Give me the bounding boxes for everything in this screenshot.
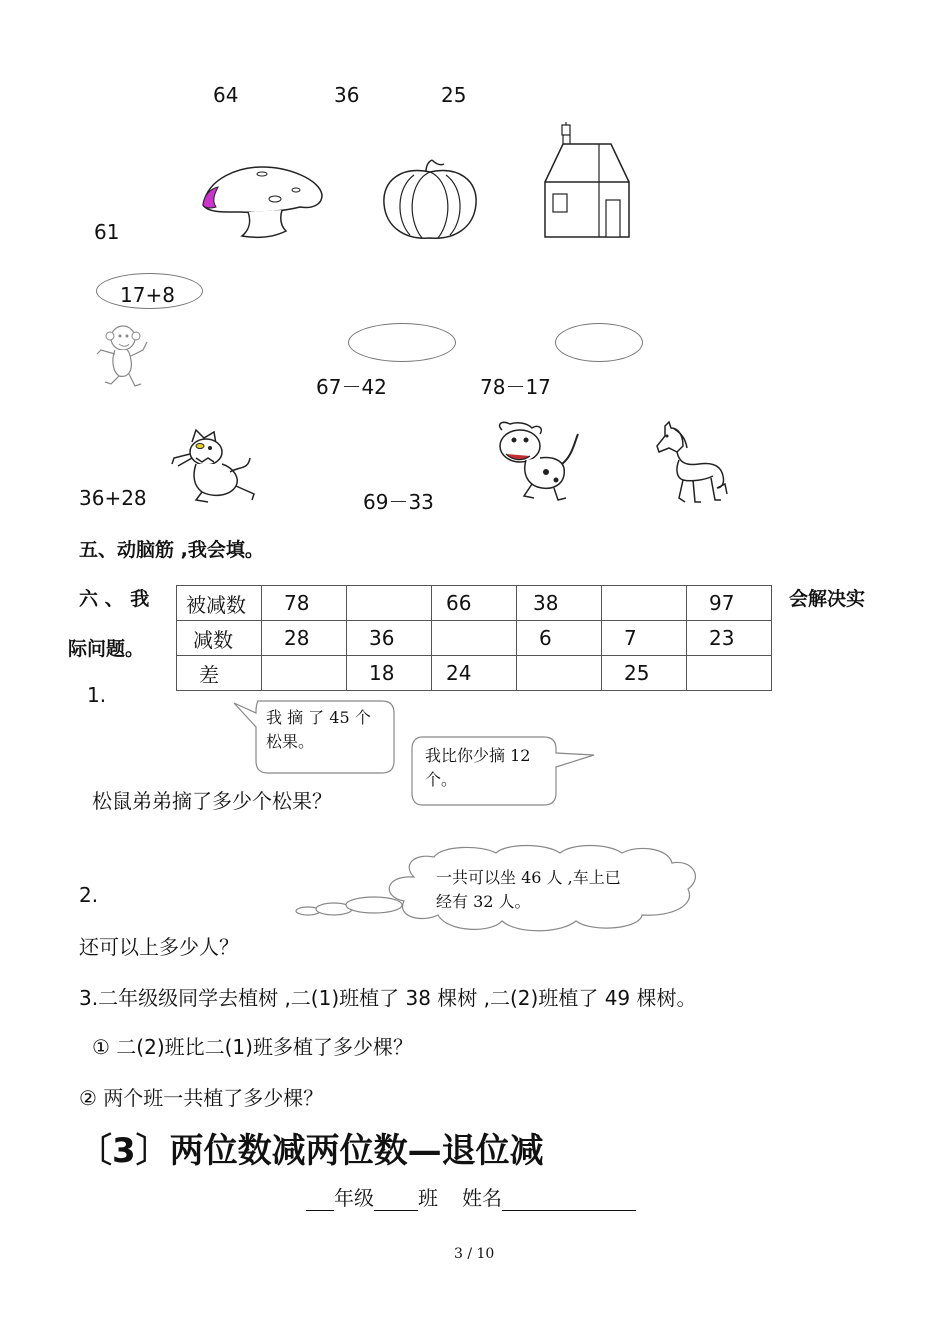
question-3-sub-2: ② 两个班一共植了多少棵？ [79,1086,324,1110]
mushroom-icon [200,165,325,240]
table-cell[interactable]: 78 [262,586,347,621]
section-6-heading-part-c: 际问题。 [68,638,145,660]
name-blank[interactable] [502,1188,636,1211]
bubble-2-text: 我比你少摘 12 个。 [425,746,531,789]
horse-icon [655,422,729,506]
number-25: 25 [441,83,467,107]
table-cell[interactable]: 28 [262,621,347,656]
cat-creature-icon [170,428,258,504]
table-cell[interactable]: 97 [687,586,772,621]
table-cell[interactable]: 38 [517,586,602,621]
question-3-text: 3.二年级级同学去植树 ,二(1)班植了 38 棵树 ,二(2)班植了 49 棵树。 [79,986,697,1010]
name-label: 姓名 [462,1186,502,1210]
dog-icon [492,420,584,502]
table-cell[interactable] [517,656,602,691]
expression-69-minus-33: 69－33 [363,490,434,514]
table-cell[interactable] [432,621,517,656]
section-6-heading-part-b: 会解决实 [789,588,866,610]
table-cell[interactable] [262,656,347,691]
expression-36-plus-28: 36+28 [79,486,147,510]
question-1-number: 1. [87,683,107,707]
cloud-text: 一共可以坐 46 人 ,车上已经有 32 人。 [436,868,621,911]
monkey-icon [93,320,151,390]
question-1-text: 松鼠弟弟摘了多少个松果？ [92,789,332,813]
number-64: 64 [213,83,239,107]
row-label: 减数 [177,621,262,656]
question-2-text: 还可以上多少人？ [79,935,239,959]
empty-oval-1 [348,323,456,362]
grade-label: 年级 [334,1186,374,1210]
table-cell[interactable]: 7 [602,621,687,656]
table-cell[interactable] [602,586,687,621]
section-5-heading: 五、动脑筋 ,我会填。 [79,539,264,561]
table-cell[interactable]: 25 [602,656,687,691]
expression-78-minus-17: 78－17 [480,375,551,399]
expression-17-plus-8: 17+8 [120,283,175,307]
next-section-title: 〔3〕两位数减两位数—退位减 [78,1131,544,1171]
house-icon [543,122,631,240]
row-label: 被减数 [177,586,262,621]
table-cell[interactable] [347,586,432,621]
name-line [306,1182,636,1211]
number-61: 61 [94,220,120,244]
section-6-heading-part-a: 六 、 我 [79,588,150,610]
table-row [177,586,772,621]
class-label: 班 [418,1186,438,1210]
table-cell[interactable]: 18 [347,656,432,691]
page-number: 3 / 10 [454,1246,495,1262]
row-label: 差 [177,656,262,691]
table-cell[interactable]: 36 [347,621,432,656]
class-blank[interactable] [374,1188,418,1211]
pumpkin-icon [382,158,478,240]
grade-blank[interactable] [306,1188,334,1211]
table-cell[interactable]: 24 [432,656,517,691]
table-cell[interactable] [687,656,772,691]
table-cell[interactable]: 66 [432,586,517,621]
bubble-1-text: 我 摘 了 45 个 松果。 [266,708,371,751]
table-cell[interactable]: 6 [517,621,602,656]
expression-67-minus-42: 67－42 [316,375,387,399]
empty-oval-2 [555,323,643,362]
question-2-number: 2. [79,883,99,907]
subtraction-table [176,585,772,691]
table-row [177,621,772,656]
table-cell[interactable]: 23 [687,621,772,656]
number-36: 36 [334,83,360,107]
question-3-sub-1: ① 二(2)班比二(1)班多植了多少棵？ [92,1035,413,1059]
table-row [177,656,772,691]
